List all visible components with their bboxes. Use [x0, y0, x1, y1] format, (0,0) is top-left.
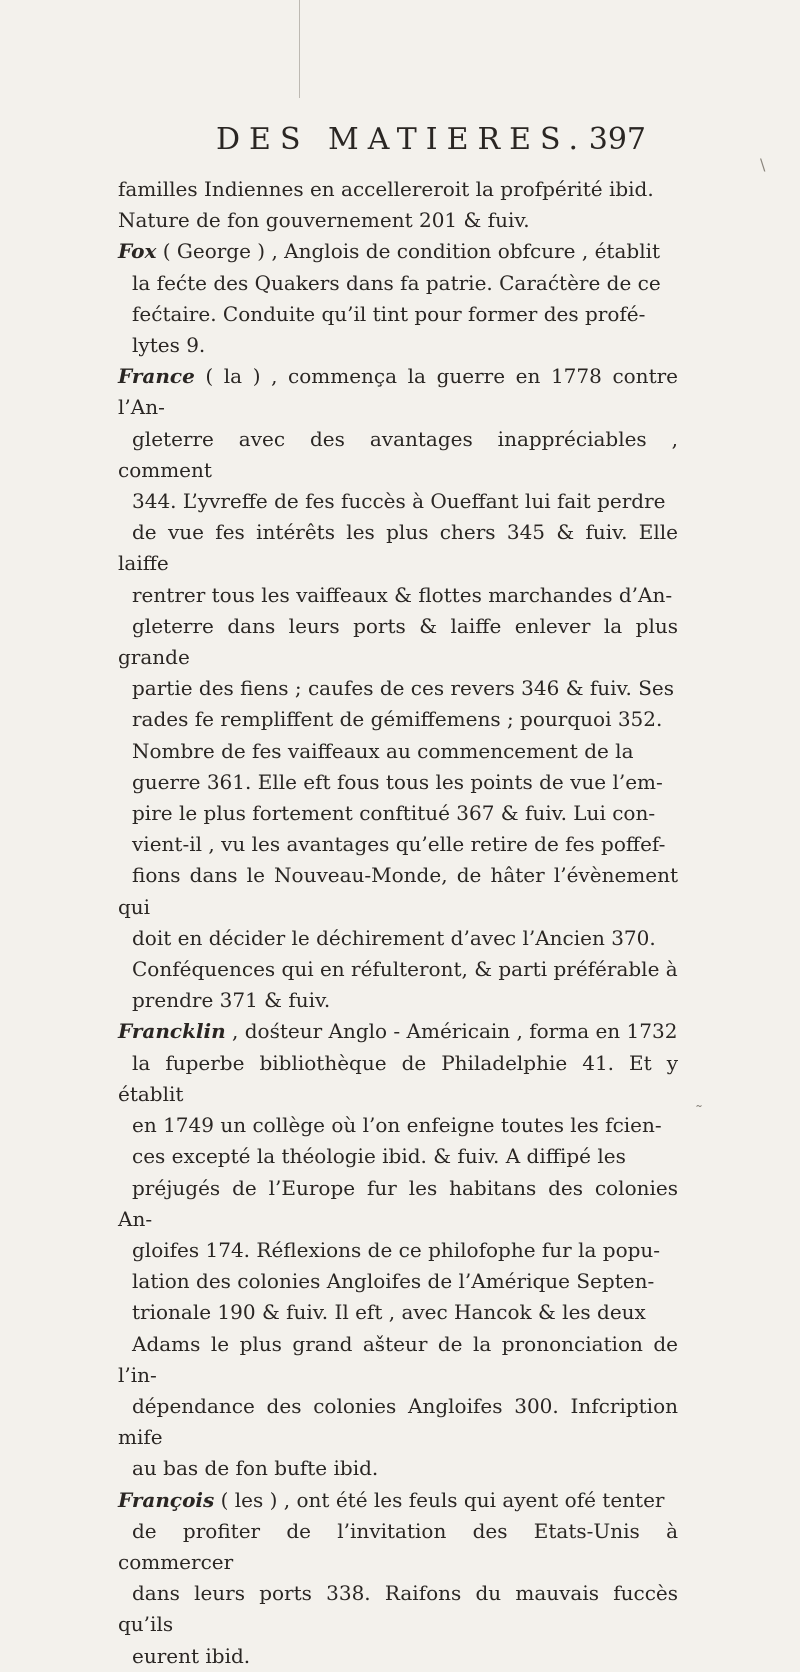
- entry-line: Conféquences qui en réfulteront, & parti préférable à: [132, 957, 678, 982]
- index-text: [118, 174, 678, 1672]
- entry-line: eurent ibid.: [132, 1643, 251, 1668]
- entry-line: vient-il , vu les avantages qu’elle retire de fes poffef-: [132, 832, 666, 857]
- entry-line: partie des fiens ; caufes de ces revers 346 & fuiv. Ses: [132, 676, 674, 701]
- entry-line: Nature de fon gouvernement 201 & fuiv.: [118, 208, 530, 233]
- entry-line: gleterre avec des avantages inappréciables , comment: [118, 426, 678, 482]
- index-entry-francklin: [118, 1016, 678, 1484]
- index-entry-france: [118, 361, 678, 1016]
- entry-term: France: [118, 364, 195, 389]
- margin-mark: \: [760, 155, 766, 174]
- entry-line: en 1749 un collège où l’on enfeigne toutes les fcien-: [132, 1113, 662, 1138]
- page-number: 397: [588, 122, 646, 157]
- entry-line: dépendance des colonies Angloifes 300. Infcription mife: [118, 1393, 678, 1450]
- paper-crease-line: [299, 0, 300, 98]
- entry-line: pire le plus fortement conftitué 367 & fuiv. Lui con-: [132, 801, 656, 826]
- entry-line: 344. L’yvreffe de fes fuccès à Oueffant lui fait perdre: [132, 489, 666, 514]
- entry-line: , dośteur Anglo - Américain , forma en 1732: [225, 1019, 678, 1044]
- index-entry-francois: [118, 1485, 678, 1672]
- entry-line: la fuperbe bibliothèque de Philadelphie 41. Et y établit: [118, 1050, 678, 1106]
- entry-line: au bas de fon bufte ibid.: [132, 1456, 379, 1481]
- entry-line: familles Indiennes en accellereroit la profpérité ibid.: [118, 177, 654, 201]
- index-entry-continuation: [118, 174, 678, 236]
- entry-term: Fox: [118, 239, 157, 264]
- entry-line: fions dans le Nouveau-Monde, de hâter l’évènement qui: [118, 863, 678, 919]
- entry-line: lytes 9.: [132, 333, 206, 358]
- entry-line: de vue fes intérêts les plus chers 345 & fuiv. Elle laiffe: [118, 520, 678, 576]
- margin-mark: ˜: [695, 1102, 703, 1121]
- entry-line: prendre 371 & fuiv.: [132, 988, 331, 1013]
- entry-line: Adams le plus grand ašteur de la prononciation de l’in-: [118, 1331, 678, 1387]
- entry-line: ( les ) , ont été les feuls qui ayent ofé tenter: [214, 1487, 665, 1512]
- entry-line: gloifes 174. Réflexions de ce philofophe fur la popu-: [132, 1237, 661, 1262]
- entry-line: guerre 361. Elle eft fous tous les points de vue l’em-: [132, 769, 663, 794]
- entry-line: gleterre dans leurs ports & laiffe enlever la plus grande: [118, 613, 678, 670]
- entry-line: fećtaire. Conduite qu’il tint pour former des profé-: [132, 301, 646, 326]
- entry-line: préjugés de l’Europe fur les habitans des colonies An-: [118, 1175, 678, 1231]
- entry-line: doit en décider le déchirement d’avec l’Ancien 370.: [132, 925, 656, 950]
- entry-line: trionale 190 & fuiv. Il eft , avec Hancok & les deux: [132, 1300, 646, 1325]
- running-head: [216, 122, 646, 157]
- entry-line: rades fe rempliffent de gémiffemens ; pourquoi 352.: [132, 707, 663, 732]
- entry-term: Francklin: [118, 1019, 226, 1044]
- entry-line: Nombre de fes vaiffeaux au commencement de la: [132, 738, 634, 763]
- entry-line: dans leurs ports 338. Raifons du mauvais fuccès qu’ils: [118, 1581, 678, 1637]
- index-entry-fox: [118, 236, 678, 361]
- entry-line: lation des colonies Angloifes de l’Amérique Septen-: [132, 1269, 655, 1294]
- entry-line: rentrer tous les vaiffeaux & flottes marchandes d’An-: [132, 582, 673, 607]
- entry-line: la fećte des Quakers dans fa patrie. Caraćtère de ce: [132, 270, 661, 295]
- entry-line: ( la ) , commença la guerre en 1778 contre l’An-: [118, 364, 678, 420]
- entry-term: François: [118, 1487, 215, 1512]
- running-title: DES MATIERES.: [216, 122, 588, 157]
- entry-line: ces excepté la théologie ibid. & fuiv. A diffipé les: [132, 1144, 626, 1169]
- entry-line: ( George ) , Anglois de condition obfcure , établit: [156, 239, 661, 264]
- entry-line: de profiter de l’invitation des Etats-Unis à commercer: [118, 1518, 678, 1574]
